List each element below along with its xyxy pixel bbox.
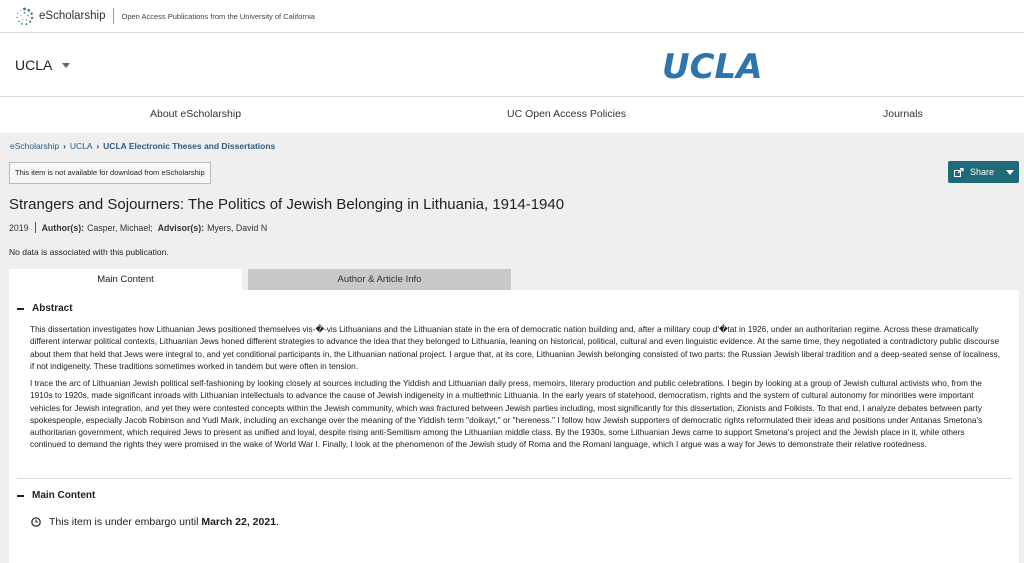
main-content-heading: Main Content [32,490,96,501]
clock-icon [31,517,41,527]
campus-bar [0,32,1024,96]
main-content-panel [9,290,1019,563]
abstract-heading: Abstract [32,303,73,314]
abstract-paragraph-2: I trace the arc of Lithuanian Jewish political self-fashioning by looking closely at sources including the Yiddish and Lithuanian daily press, memoirs, literary production and public celebrations. I begin by looking at a group of Jewish cultural activists who, from the 1910s to 1920s, made significant inroads with Lithuanian intellectuals to advance the cause of Jewish indigeneity in a multiethnic Lithuania. In the early years of statehood, democratism, rights and the system of cultural autonomy for minorities were important vehicles for Jewish integration, and yet they were contested concepts within the Jewish community, which was fractured between Jewish parties including, most significantly for this dissertation, Zionists and Folkists. To that end, I analyze debates between party spokespeople, especially Jacob Robinson and Yudl Mark, including an exchange over the meaning of the Yiddish term "doikayt," or "hereness." I follow how Jewish supporters of democratic rights reformulated their ideas and positions under Antanas Smetona's authoritarian government, which required Jews to present as unified and loyal, despite rising anti-Semitism among the Lithuanian middle class. By the 1930s, some Lithuanian Jews came to support Smetona's project and the Jewish place in it, while others continued to demand the rights they were promised in the wake of World War I. Finally, I look at the phenomenon of the Jewish study of Roma and the Romani language, which I argue was a way for Jews to demonstrate their relative rootedness. [30,378,983,450]
campus-dropdown-label: UCLA [15,56,53,73]
authors-label: Author(s): [41,222,85,233]
breadcrumb [10,141,275,151]
tab-main-content[interactable]: Main Content [9,269,242,290]
author-link[interactable]: Casper, Michael; [87,222,153,233]
breadcrumb-item-current[interactable]: UCLA Electronic Theses and Dissertations [103,141,276,151]
nav-item-policies[interactable]: UC Open Access Policies [507,108,627,120]
advisor-link[interactable]: Myers, David N [207,222,268,233]
share-button[interactable] [948,161,1019,183]
nav-item-journals[interactable]: Journals [883,108,923,120]
main-content-toggle[interactable] [17,490,95,501]
no-data-note: No data is associated with this publication. [9,247,169,257]
logo-text: eScholarship [39,10,106,22]
chevron-right-icon: › [63,141,66,151]
tab-author-article-info[interactable]: Author & Article Info [248,269,511,290]
site-header [0,0,1024,32]
share-label: Share [970,167,995,177]
page-title: Strangers and Sojourners: The Politics of Jewish Belonging in Lithuania, 1914-1940 [9,196,565,213]
publication-year: 2019 [9,222,29,233]
embargo-date: March 22, 2021 [201,516,277,528]
chevron-right-icon: › [96,141,100,151]
collapse-icon [17,308,24,310]
main-nav [0,96,1024,133]
campus-dropdown[interactable] [15,57,70,73]
download-notice: This item is not available for download from eScholarship [9,162,211,184]
breadcrumb-item-ucla[interactable]: UCLA [69,141,93,151]
site-tagline: Open Access Publications from the University of California [121,11,315,21]
campus-logo[interactable]: UCLA [662,47,763,87]
item-meta [9,222,267,233]
abstract-toggle[interactable] [17,303,73,314]
divider [35,222,36,233]
content-area [0,133,1024,563]
nav-item-about[interactable]: About eScholarship [150,108,242,120]
embargo-notice [31,516,279,528]
collapse-icon [17,495,24,497]
share-icon [954,168,964,177]
chevron-down-icon [1006,170,1014,175]
content-tabs [9,269,511,290]
escholarship-logo[interactable] [15,7,105,26]
logo-divider [113,8,114,24]
embargo-text: This item is under embargo until March 22, 2021. [49,516,279,528]
advisors-label: Advisor(s): [157,222,205,233]
chevron-down-icon [62,63,70,68]
breadcrumb-item-escholarship[interactable]: eScholarship [10,141,60,151]
escholarship-logo-icon [15,7,34,26]
abstract-paragraph-1: This dissertation investigates how Lithuanian Jews positioned themselves vis-�-vis Lithuanians and the Lithuanian state in the era of democratic nation building and, after a military coup d'�tat in 1926, under an authoritarian regime. Across these dramatically different interwar political contexts, Lithuanian Jews honed different strategies to advance the idea that they belonged to Lithuania, leaning on historical, political, cultural and even linguistic evidence. At the same time, they negotiated a contradictory public discourse about them that held that Jews were integral to, and yet conditional participants in, the Lithuanian national project. I argue that, at its core, Lithuanian Jewish belonging consisted of two parts: the Russian Jewish liberal tradition and a deep-seated sense of localness, if not indigeneity. These traditions sometimes worked in tandem but were often in tension. [30,324,1000,371]
section-divider [17,478,1012,479]
